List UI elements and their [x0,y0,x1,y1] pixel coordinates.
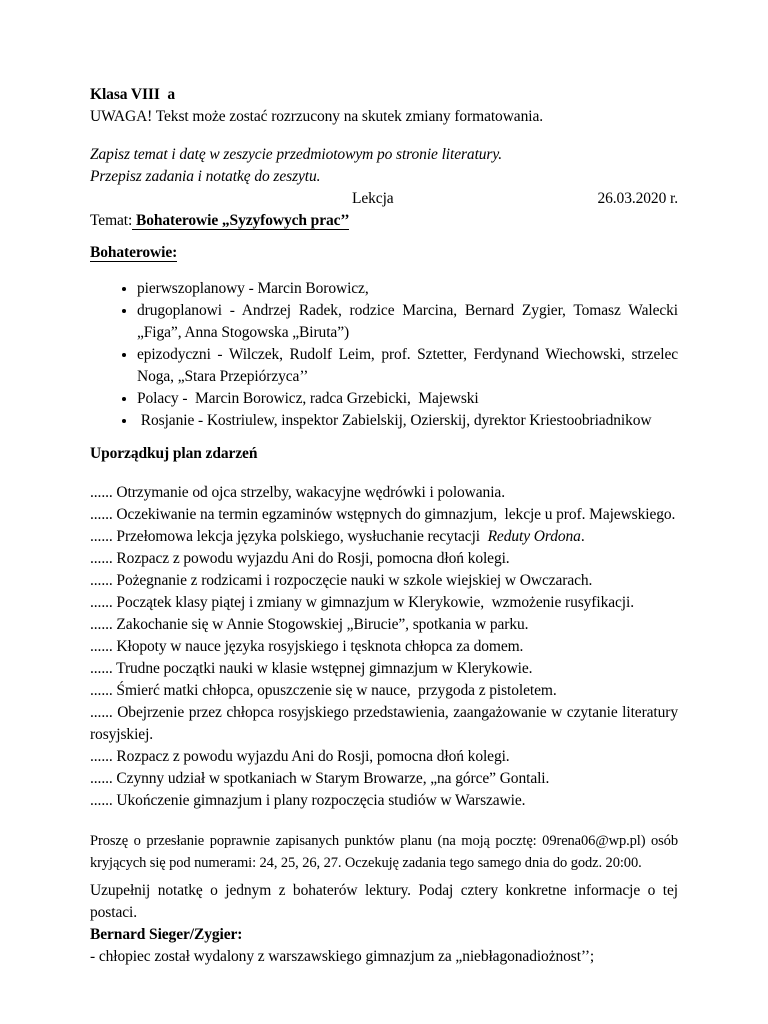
plan-item: ...... Początek klasy piątej i zmiany w gimnazjum w Klerykowie, wzmożenie rusyfikacji. [90,594,634,611]
plan-item: ...... Przełomowa lekcja języka polskiego, wysłuchanie recytacji Reduty Ordona. [90,528,585,545]
plan-item: ...... Śmierć matki chłopca, opuszczenie się w nauce, przygoda z pistoletem. [90,682,557,699]
instruction-line-2: Przepisz zadania i notatkę do zeszytu. [90,168,321,185]
topic-title: Bohaterowie „Syzyfowych prac’’ [132,212,350,229]
heroes-list [90,278,678,432]
topic-line [90,210,678,232]
topic-label: Temat: [90,212,133,229]
hero-item: • Rosjanie - Kostriulew, inspektor Zabielskij, Ozierskij, dyrektor Kriestoobriadnikow [137,410,678,432]
plan-item: ...... Pożegnanie z rodzicami i rozpoczęcie nauki w szkole wiejskiej w Owczarach. [90,572,593,589]
class-line: Klasa VIII a [90,86,175,103]
hero-item: • drugoplanowi - Andrzej Radek, rodzice Marcina, Bernard Zygier, Tomasz Walecki „Figa”, Anna Stogowska „Biruta”) [137,300,678,344]
plan-heading: Uporządkuj plan zdarzeń [90,445,258,462]
plan-item: ...... Oczekiwanie na termin egzaminów wstępnych do gimnazjum, lekcje u prof. Majewskiego. [90,506,676,523]
plan-item: ...... Rozpacz z powodu wyjazdu Ani do Rosji, pomocna dłoń kolegi. [90,748,510,765]
plan-item: ...... Otrzymanie od ojca strzelby, wakacyjne wędrówki i polowania. [90,484,505,501]
plan-list [90,482,678,812]
plan-item: ...... Obejrzenie przez chłopca rosyjskiego przedstawienia, zaangażowanie w czytanie literatury rosyjskiej. [90,704,678,743]
plan-item: ...... Zakochanie się w Annie Stogowskiej „Birucie”, spotkania w parku. [90,616,529,633]
character-fact-line: - chłopiec został wydalony z warszawskiego gimnazjum za „niebłagonadiożnost’’; [90,948,595,965]
warning-line: UWAGA! Tekst może zostać rozrzucony na skutek zmiany formatowania. [90,108,543,125]
note-task-paragraph: Uzupełnij notatkę o jednym z bohaterów lektury. Podaj cztery konkretne informacje o tej postaci. [90,882,678,921]
plan-item: ...... Trudne początki nauki w klasie wstępnej gimnazjum w Klerykowie. [90,660,533,677]
plan-item: ...... Ukończenie gimnazjum i plany rozpoczęcia studiów w Warszawie. [90,792,526,809]
character-heading: Bernard Sieger/Zygier: [90,926,243,943]
plan-item: ...... Kłopoty w nauce języka rosyjskiego i tęsknota chłopca za domem. [90,638,524,655]
lesson-label: Lekcja [352,190,394,207]
plan-item: ...... Czynny udział w spotkaniach w Starym Browarze, „na górce” Gontali. [90,770,550,787]
instruction-line-1: Zapisz temat i datę w zeszycie przedmiotowym po stronie literatury. [90,146,503,163]
plan-item: ...... Rozpacz z powodu wyjazdu Ani do Rosji, pomocna dłoń kolegi. [90,550,510,567]
lesson-row [90,188,678,210]
hero-item: • pierwszoplanowy - Marcin Borowicz, [137,278,678,300]
hero-item: • epizodyczni - Wilczek, Rudolf Leim, prof. Sztetter, Ferdynand Wiechowski, strzelec Noga, „Stara Przepiórzyca’’ [137,344,678,388]
submit-paragraph: Proszę o przesłanie poprawnie zapisanych punktów planu (na moją pocztę: 09rena06@wp.pl) osób kryjących się pod numerami: 24, 25, 26, 27. Oczekuję zadania tego samego dnia do godz. 20:00. [90,833,678,871]
hero-item: • Polacy - Marcin Borowicz, radca Grzebicki, Majewski [137,388,678,410]
lesson-date: 26.03.2020 r. [597,190,678,207]
heroes-heading: Bohaterowie: [90,244,178,261]
